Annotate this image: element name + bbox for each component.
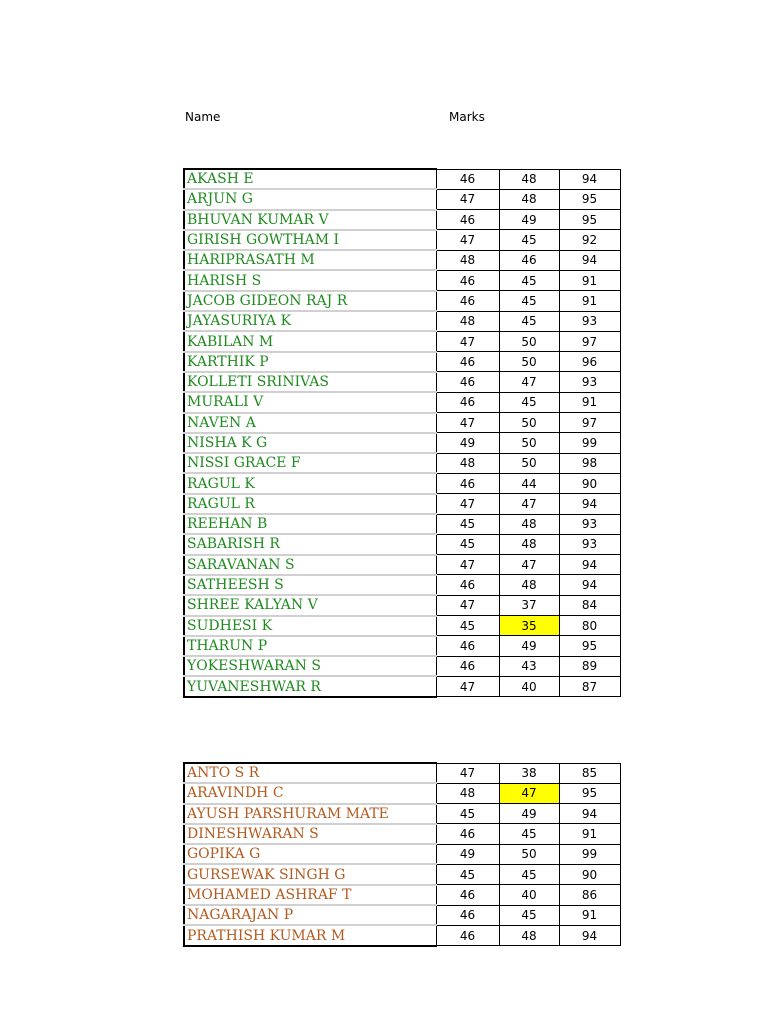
student-name-cell: REEHAN B <box>184 514 436 534</box>
student-name-cell: KABILAN M <box>184 331 436 351</box>
student-name-cell: MURALI V <box>184 392 436 412</box>
mark-1-cell: 48 <box>436 311 499 331</box>
mark-1-cell: 49 <box>436 433 499 453</box>
mark-1-cell: 47 <box>436 595 499 615</box>
student-name-cell: ARJUN G <box>184 189 436 209</box>
student-row <box>184 844 620 864</box>
student-row <box>184 433 620 453</box>
mark-2-cell: 50 <box>499 331 559 351</box>
student-row <box>184 555 620 575</box>
mark-2-cell: 40 <box>499 676 559 696</box>
student-row <box>184 905 620 925</box>
total-mark-cell: 94 <box>559 169 620 189</box>
mark-1-cell: 46 <box>436 392 499 412</box>
student-name-cell: AYUSH PARSHURAM MATE <box>184 804 436 824</box>
mark-2-cell: 48 <box>499 925 559 945</box>
total-mark-cell: 95 <box>559 210 620 230</box>
student-row <box>184 514 620 534</box>
student-name-cell: RAGUL R <box>184 494 436 514</box>
mark-1-cell: 46 <box>436 291 499 311</box>
student-name-cell: RAGUL K <box>184 473 436 493</box>
student-row <box>184 392 620 412</box>
mark-2-cell: 45 <box>499 824 559 844</box>
mark-2-cell: 47 <box>499 372 559 392</box>
student-row <box>184 534 620 554</box>
student-row <box>184 331 620 351</box>
mark-1-cell: 46 <box>436 372 499 392</box>
student-row <box>184 311 620 331</box>
mark-1-cell: 46 <box>436 636 499 656</box>
total-mark-cell: 94 <box>559 494 620 514</box>
total-mark-cell: 97 <box>559 331 620 351</box>
mark-1-cell: 46 <box>436 575 499 595</box>
group-2-marks-table <box>183 762 621 947</box>
mark-2-cell: 35 <box>499 616 559 636</box>
mark-2-cell: 50 <box>499 413 559 433</box>
student-name-cell: KARTHIK P <box>184 352 436 372</box>
student-row <box>184 250 620 270</box>
mark-2-cell: 45 <box>499 230 559 250</box>
mark-2-cell: 45 <box>499 311 559 331</box>
mark-1-cell: 47 <box>436 676 499 696</box>
total-mark-cell: 90 <box>559 864 620 884</box>
student-name-cell: NAVEN A <box>184 413 436 433</box>
mark-1-cell: 47 <box>436 331 499 351</box>
total-mark-cell: 85 <box>559 763 620 783</box>
student-name-cell: HARISH S <box>184 270 436 290</box>
total-mark-cell: 86 <box>559 885 620 905</box>
mark-1-cell: 47 <box>436 189 499 209</box>
mark-2-cell: 46 <box>499 250 559 270</box>
mark-1-cell: 45 <box>436 534 499 554</box>
mark-2-cell: 38 <box>499 763 559 783</box>
student-row <box>184 210 620 230</box>
mark-1-cell: 46 <box>436 210 499 230</box>
student-row <box>184 636 620 656</box>
student-name-cell: HARIPRASATH M <box>184 250 436 270</box>
total-mark-cell: 95 <box>559 636 620 656</box>
student-row <box>184 885 620 905</box>
total-mark-cell: 93 <box>559 514 620 534</box>
mark-1-cell: 47 <box>436 413 499 433</box>
student-name-cell: NISHA K G <box>184 433 436 453</box>
mark-2-cell: 45 <box>499 392 559 412</box>
student-row <box>184 291 620 311</box>
student-name-cell: SHREE KALYAN V <box>184 595 436 615</box>
total-mark-cell: 95 <box>559 189 620 209</box>
student-name-cell: ANTO S R <box>184 763 436 783</box>
mark-2-cell: 48 <box>499 514 559 534</box>
student-row <box>184 925 620 945</box>
mark-1-cell: 46 <box>436 270 499 290</box>
student-name-cell: NAGARAJAN P <box>184 905 436 925</box>
mark-2-cell: 48 <box>499 189 559 209</box>
mark-2-cell: 44 <box>499 473 559 493</box>
mark-2-cell: 49 <box>499 636 559 656</box>
mark-2-cell: 48 <box>499 534 559 554</box>
total-mark-cell: 93 <box>559 534 620 554</box>
mark-2-cell: 47 <box>499 494 559 514</box>
student-row <box>184 372 620 392</box>
marks-column-header: Marks <box>449 110 485 124</box>
student-name-cell: SARAVANAN S <box>184 555 436 575</box>
student-row <box>184 804 620 824</box>
student-row <box>184 494 620 514</box>
total-mark-cell: 99 <box>559 433 620 453</box>
total-mark-cell: 98 <box>559 453 620 473</box>
mark-2-cell: 45 <box>499 905 559 925</box>
total-mark-cell: 90 <box>559 473 620 493</box>
student-row <box>184 595 620 615</box>
student-name-cell: SUDHESI K <box>184 616 436 636</box>
mark-2-cell: 50 <box>499 433 559 453</box>
mark-2-cell: 47 <box>499 555 559 575</box>
mark-2-cell: 50 <box>499 453 559 473</box>
total-mark-cell: 94 <box>559 804 620 824</box>
student-row <box>184 413 620 433</box>
student-row <box>184 352 620 372</box>
student-name-cell: JACOB GIDEON RAJ R <box>184 291 436 311</box>
mark-1-cell: 47 <box>436 763 499 783</box>
mark-1-cell: 45 <box>436 804 499 824</box>
mark-1-cell: 45 <box>436 864 499 884</box>
student-name-cell: BHUVAN KUMAR V <box>184 210 436 230</box>
mark-2-cell: 49 <box>499 804 559 824</box>
mark-1-cell: 48 <box>436 453 499 473</box>
mark-2-cell: 50 <box>499 352 559 372</box>
student-name-cell: PRATHISH KUMAR M <box>184 925 436 945</box>
total-mark-cell: 80 <box>559 616 620 636</box>
total-mark-cell: 96 <box>559 352 620 372</box>
mark-2-cell: 45 <box>499 291 559 311</box>
mark-1-cell: 46 <box>436 169 499 189</box>
mark-1-cell: 48 <box>436 783 499 803</box>
total-mark-cell: 91 <box>559 905 620 925</box>
student-row <box>184 169 620 189</box>
total-mark-cell: 87 <box>559 676 620 696</box>
student-row <box>184 270 620 290</box>
student-row <box>184 230 620 250</box>
student-row <box>184 189 620 209</box>
mark-1-cell: 46 <box>436 473 499 493</box>
student-name-cell: YOKESHWARAN S <box>184 656 436 676</box>
total-mark-cell: 93 <box>559 311 620 331</box>
total-mark-cell: 94 <box>559 925 620 945</box>
total-mark-cell: 91 <box>559 824 620 844</box>
mark-2-cell: 40 <box>499 885 559 905</box>
total-mark-cell: 91 <box>559 291 620 311</box>
mark-2-cell: 45 <box>499 864 559 884</box>
mark-2-cell: 37 <box>499 595 559 615</box>
total-mark-cell: 94 <box>559 555 620 575</box>
mark-1-cell: 46 <box>436 905 499 925</box>
mark-1-cell: 45 <box>436 616 499 636</box>
student-row <box>184 656 620 676</box>
student-row <box>184 763 620 783</box>
student-name-cell: THARUN P <box>184 636 436 656</box>
mark-1-cell: 49 <box>436 844 499 864</box>
student-name-cell: GIRISH GOWTHAM I <box>184 230 436 250</box>
total-mark-cell: 94 <box>559 250 620 270</box>
mark-2-cell: 43 <box>499 656 559 676</box>
total-mark-cell: 94 <box>559 575 620 595</box>
student-row <box>184 473 620 493</box>
student-row <box>184 676 620 696</box>
mark-2-cell: 48 <box>499 575 559 595</box>
mark-2-cell: 48 <box>499 169 559 189</box>
student-row <box>184 575 620 595</box>
student-row <box>184 783 620 803</box>
mark-2-cell: 45 <box>499 270 559 290</box>
mark-2-cell: 47 <box>499 783 559 803</box>
mark-1-cell: 47 <box>436 494 499 514</box>
student-name-cell: KOLLETI SRINIVAS <box>184 372 436 392</box>
student-name-cell: NISSI GRACE F <box>184 453 436 473</box>
mark-1-cell: 46 <box>436 352 499 372</box>
group-1-marks-table <box>183 168 621 698</box>
student-name-cell: DINESHWARAN S <box>184 824 436 844</box>
total-mark-cell: 91 <box>559 392 620 412</box>
student-name-cell: JAYASURIYA K <box>184 311 436 331</box>
student-name-cell: YUVANESHWAR R <box>184 676 436 696</box>
student-name-cell: ARAVINDH C <box>184 783 436 803</box>
mark-1-cell: 45 <box>436 514 499 534</box>
mark-2-cell: 49 <box>499 210 559 230</box>
total-mark-cell: 93 <box>559 372 620 392</box>
total-mark-cell: 92 <box>559 230 620 250</box>
total-mark-cell: 95 <box>559 783 620 803</box>
student-row <box>184 453 620 473</box>
mark-1-cell: 47 <box>436 555 499 575</box>
student-name-cell: AKASH E <box>184 169 436 189</box>
student-name-cell: GURSEWAK SINGH G <box>184 864 436 884</box>
mark-1-cell: 48 <box>436 250 499 270</box>
mark-2-cell: 50 <box>499 844 559 864</box>
student-name-cell: GOPIKA G <box>184 844 436 864</box>
total-mark-cell: 91 <box>559 270 620 290</box>
student-name-cell: MOHAMED ASHRAF T <box>184 885 436 905</box>
student-name-cell: SABARISH R <box>184 534 436 554</box>
total-mark-cell: 97 <box>559 413 620 433</box>
mark-1-cell: 46 <box>436 824 499 844</box>
mark-1-cell: 46 <box>436 656 499 676</box>
total-mark-cell: 84 <box>559 595 620 615</box>
student-row <box>184 616 620 636</box>
student-name-cell: SATHEESH S <box>184 575 436 595</box>
student-row <box>184 824 620 844</box>
student-row <box>184 864 620 884</box>
mark-1-cell: 46 <box>436 925 499 945</box>
name-column-header: Name <box>185 110 221 124</box>
total-mark-cell: 99 <box>559 844 620 864</box>
mark-1-cell: 46 <box>436 885 499 905</box>
mark-1-cell: 47 <box>436 230 499 250</box>
total-mark-cell: 89 <box>559 656 620 676</box>
